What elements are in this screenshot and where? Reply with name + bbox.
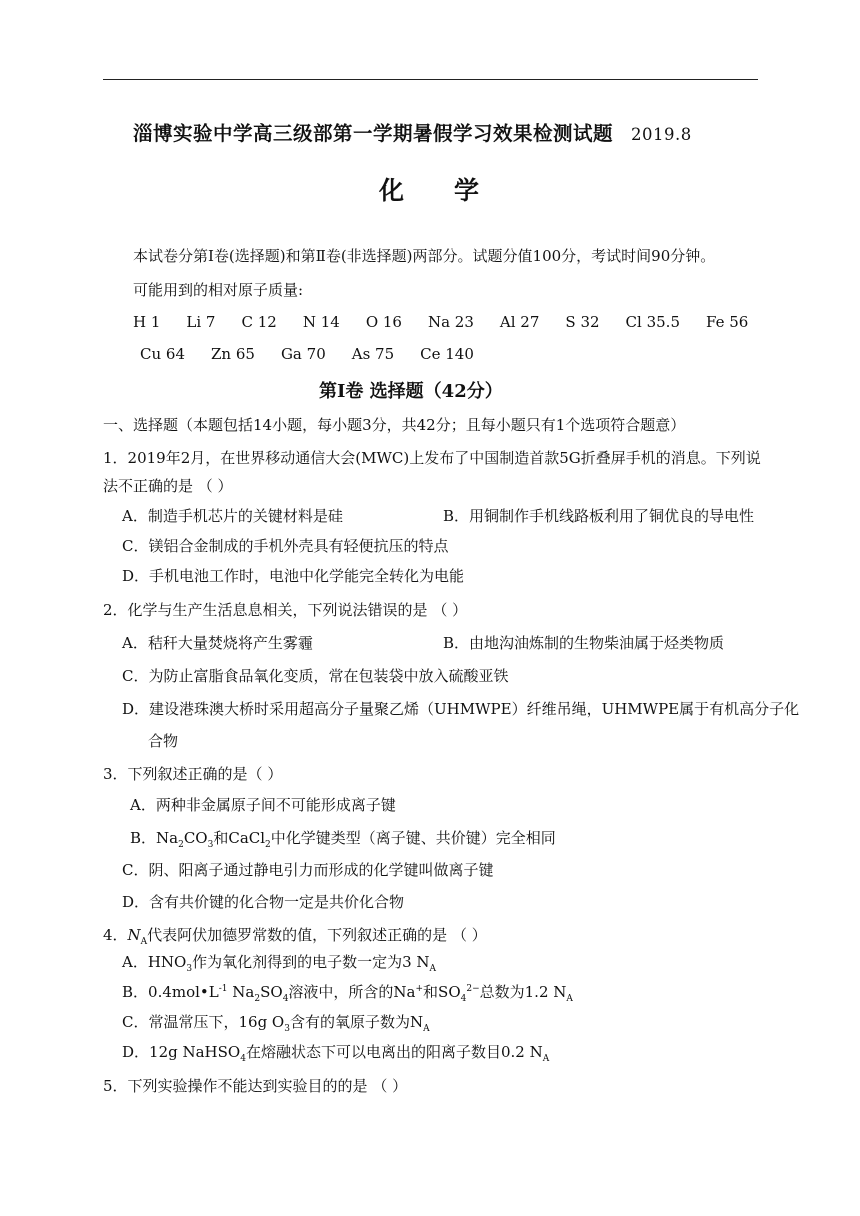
q4-a-subscript: A [429, 964, 437, 974]
q1-stem-line-1: 1．2019年2月，在世界移动通信大会(MWC)上发布了中国制造首款5G折叠屏手机的消息。下列说 [103, 449, 761, 467]
mass-item: H 1 [133, 313, 161, 331]
mass-item: S 32 [565, 313, 600, 331]
exam-date: 2019.8 [631, 125, 692, 144]
mass-item: Na 23 [427, 313, 474, 331]
q4-b-text: 和SO [423, 983, 461, 1001]
q4-b-subscript: 4 [460, 994, 467, 1004]
q3-stem: 3．下列叙述正确的是（ ） [103, 765, 283, 783]
mass-item: As 75 [351, 345, 395, 363]
q1-option-c: C．镁铝合金制成的手机外壳具有轻便抗压的特点 [122, 537, 449, 555]
q4-d-subscript: A [542, 1054, 550, 1064]
q4-b-text: B．0.4mol•L [122, 983, 219, 1001]
q4-b-text: SO [260, 983, 283, 1001]
intro-line-2: 可能用到的相对原子质量: [133, 281, 304, 299]
header-rule [103, 79, 758, 80]
atomic-mass-row-1 [133, 312, 748, 332]
q2-stem: 2．化学与生产生活息息相关，下列说法错误的是 （ ） [103, 601, 468, 619]
q4-option-a [122, 952, 436, 972]
q4-b-superscript: -1 [218, 984, 228, 994]
q4-c-text: C．常温常压下，16g O [122, 1013, 285, 1031]
q2-option-a: A．秸秆大量焚烧将产生雾霾 [122, 634, 313, 652]
q3-option-b [130, 828, 556, 848]
q4-b-text: 总数为1.2 N [479, 983, 567, 1001]
q1-stem-line-2: 法不正确的是 （ ） [103, 477, 233, 495]
q4-c-subscript: 3 [284, 1024, 290, 1034]
q3-option-d: D．含有共价键的化合物一定是共价化合物 [122, 893, 405, 911]
q3-b-subscript: 3 [207, 840, 214, 850]
q2-option-d-line-2: 合物 [148, 732, 179, 750]
q4-option-b [122, 982, 573, 1002]
q4-a-text: A．HNO [122, 953, 187, 971]
exam-title [133, 124, 692, 145]
q4-b-subscript: A [566, 994, 573, 1004]
q4-b-text: Na [227, 983, 255, 1001]
q4-b-superscript: 2− [466, 984, 480, 994]
mass-item: Cl 35.5 [625, 313, 680, 331]
q1-option-d: D．手机电池工作时，电池中化学能完全转化为电能 [122, 567, 465, 585]
q4-stem [103, 925, 487, 945]
q4-stem-symbol: N [127, 926, 141, 944]
q4-a-subscript: 3 [186, 964, 193, 974]
q3-b-text: B．Na [130, 829, 179, 847]
mass-item: Zn 65 [211, 345, 255, 363]
subject-title: 化学 [379, 176, 530, 205]
q4-d-text: D．12g NaHSO [122, 1043, 241, 1061]
q2-option-d-line-1: D．建设港珠澳大桥时采用超高分子量聚乙烯（UHMWPE）纤维吊绳，UHMWPE属于有机高分子化 [122, 700, 800, 718]
q4-d-text: 在熔融状态下可以电离出的阳离子数目0.2 N [245, 1043, 543, 1061]
q3-option-c: C．阴、阳离子通过静电引力而形成的化学键叫做离子键 [122, 861, 494, 879]
section-1-instruction: 一、选择题（本题包括14小题，每小题3分，共42分；且每小题只有1个选项符合题意） [103, 416, 686, 434]
q2-option-c: C．为防止富脂食品氧化变质，常在包装袋中放入硫酸亚铁 [122, 667, 509, 685]
mass-item: O 16 [365, 313, 402, 331]
mass-item: Fe 56 [706, 313, 749, 331]
q4-a-text: 作为氧化剂得到的电子数一定为3 N [192, 953, 430, 971]
q3-b-text: 和CaCl [213, 829, 266, 847]
q4-b-text: 溶液中，所含的Na [288, 983, 416, 1001]
q4-b-subscript: 2 [254, 994, 261, 1004]
mass-item: C 12 [241, 313, 277, 331]
mass-item: Ga 70 [280, 345, 326, 363]
atomic-mass-row-2 [140, 344, 474, 364]
section-1-title: 第Ⅰ卷 选择题（42分） [319, 381, 503, 402]
q3-option-a: A．两种非金属原子间不可能形成离子键 [130, 796, 396, 814]
q4-option-d [122, 1042, 549, 1062]
q1-option-b: B．用铜制作手机线路板利用了铜优良的导电性 [443, 507, 755, 525]
q3-b-subscript: 2 [265, 840, 271, 850]
q4-stem-text: 4． [103, 926, 128, 944]
q4-stem-text: 代表阿伏加德罗常数的值，下列叙述正确的是 （ ） [147, 926, 487, 944]
mass-item: Ce 140 [420, 345, 474, 363]
q3-b-text: CO [183, 829, 208, 847]
q5-stem: 5．下列实验操作不能达到实验目的的是 （ ） [103, 1077, 408, 1095]
q2-option-b: B．由地沟油炼制的生物柴油属于烃类物质 [443, 634, 725, 652]
q3-b-subscript: 2 [178, 840, 184, 850]
mass-item: Cu 64 [140, 345, 185, 363]
q4-d-subscript: 4 [240, 1054, 246, 1064]
q4-option-c [122, 1012, 430, 1032]
q4-stem-subscript: A [140, 937, 148, 947]
q4-c-subscript: A [423, 1024, 430, 1034]
intro-line-1: 本试卷分第Ⅰ卷(选择题)和第Ⅱ卷(非选择题)两部分。试题分值100分，考试时间90分钟。 [133, 247, 716, 265]
q4-b-superscript: + [415, 984, 424, 994]
q1-option-a: A．制造手机芯片的关键材料是硅 [122, 507, 343, 525]
q4-b-subscript: 4 [282, 994, 289, 1004]
q3-b-text: 中化学键类型（离子键、共价键）完全相同 [270, 829, 556, 847]
mass-item: Al 27 [499, 313, 540, 331]
mass-item: Li 7 [186, 313, 216, 331]
mass-item: N 14 [302, 313, 340, 331]
q4-c-text: 含有的氧原子数为N [289, 1013, 424, 1031]
exam-title-text: 淄博实验中学高三级部第一学期暑假学习效果检测试题 [133, 122, 614, 145]
